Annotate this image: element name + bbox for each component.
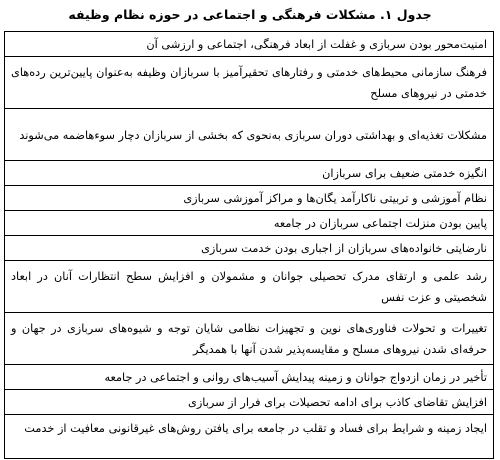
table-row <box>5 313 493 365</box>
table-caption: جدول ۱. مشکلات فرهنگی و اجتماعی در حوزه نظام وظیفه <box>68 7 432 22</box>
row-text: نظام آموزشی و تربیتی ناکارآمد یگان‌ها و مراکز آموزشی سربازی <box>183 192 487 205</box>
row-text: پایین بودن منزلت اجتماعی سربازان در جامعه <box>273 217 487 230</box>
table-row <box>5 186 493 211</box>
table-row <box>5 161 493 186</box>
row-text: تأخیر در زمان ازدواج جوانان و زمینه پیدایش آسیب‌های روانی و اجتماعی در جامعه <box>104 371 487 384</box>
row-text: تغییرات و تحولات فناوری‌های نوین و تجهیزات نظامی شایان توجه و شیوه‌های سربازی در جهان و حرفه‌ای شدن نیروهای مسلح و مقایسه‌پذیر شدن آنها با همدیگر <box>11 322 487 356</box>
table-row <box>5 32 493 57</box>
row-text: انگیزه خدمتی ضعیف برای سربازان <box>322 167 487 180</box>
row-text: افزایش تقاضای کاذب برای ادامه تحصیلات برای فرار از سربازی <box>188 396 487 409</box>
row-text: امنیت‌محور بودن سربازی و غفلت از ابعاد فرهنگی، اجتماعی و ارزشی آن <box>146 38 487 51</box>
table-row <box>5 211 493 236</box>
row-text: رشد علمی و ارتقای مدرک تحصیلی جوانان و مشمولان و افزایش سطح انتظارات آنان در ابعاد شخصیتی و عزت نفس <box>11 270 487 304</box>
row-text: مشکلات تغذیه‌ای و بهداشتی دوران سربازی به‌نحوی که بخشی از سربازان دچار سوءهاضمه می‌شوند <box>19 128 487 142</box>
table-row <box>5 236 493 261</box>
table-row <box>5 365 493 390</box>
table-row <box>5 109 493 161</box>
table-row <box>5 261 493 313</box>
row-text: نارضایتی خانواده‌های سربازان از اجباری بودن خدمت سربازی <box>201 242 487 255</box>
problems-table <box>4 31 494 459</box>
row-text: فرهنگ سازمانی محیط‌های خدمتی و رفتارهای تحقیرآمیز با سربازان وظیفه به‌عنوان پایین‌ترین رده‌های خدمتی در نیروهای مسلح <box>11 66 487 100</box>
table-row <box>5 57 493 109</box>
table-row <box>5 390 493 415</box>
table-row <box>5 415 493 440</box>
row-text: ایجاد زمینه و شرایط برای فساد و تقلب در جامعه برای یافتن روش‌های غیرقانونی معافیت از خدمت <box>24 421 487 435</box>
